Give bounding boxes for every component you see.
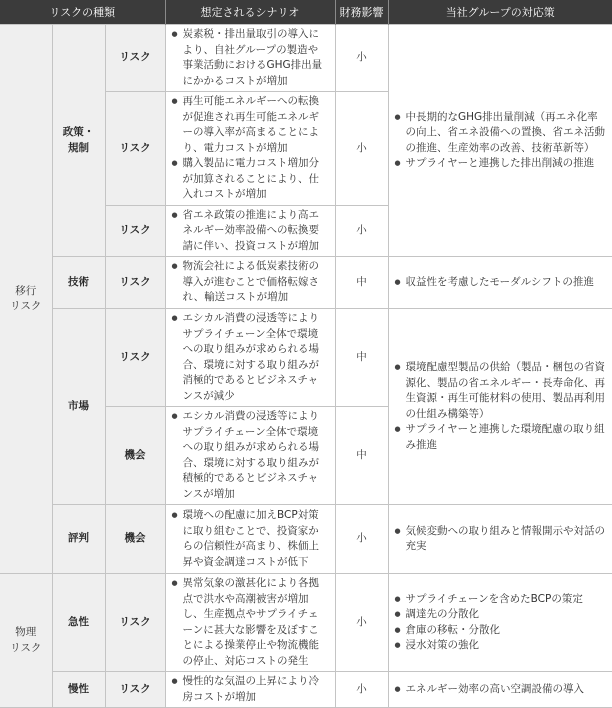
subcategory-acute: 急性: [52, 574, 105, 672]
scenario-item: ● 購入製品に電力コスト増加分が加算されることにより、仕入れコストが増加: [172, 156, 329, 203]
subcategory-policy: 政策・ 規制: [52, 25, 105, 257]
header-row: [0, 0, 612, 25]
measure-item: ● 気候変動への取り組みと情報開示や対話の充実: [395, 524, 607, 555]
risk-kind: リスク: [105, 309, 165, 407]
measure-item: ● 浸水対策の強化: [395, 638, 607, 654]
table-row: [0, 505, 612, 574]
scenario-item: ● 慢性的な気温の上昇により冷房コストが増加: [172, 674, 329, 705]
scenario-item: ● 物流会社による低炭素技術の導入が進むことで価格転嫁され、輸送コストが増加: [172, 259, 329, 306]
subcategory-chronic: 慢性: [52, 672, 105, 708]
impact-cell: 小: [335, 92, 388, 206]
scenario-cell: [165, 257, 335, 309]
table-row: [0, 672, 612, 708]
measure-item: ● サプライヤーと連携した排出削減の推進: [395, 156, 607, 172]
risk-kind: リスク: [105, 205, 165, 257]
scenario-item: ● エシカル消費の浸透等によりサプライチェーン全体で環境への取り組みが求められる場合、環境に対する取り組みが消極的であるとビジネスチャンスが減少: [172, 311, 329, 404]
impact-cell: 小: [335, 25, 388, 92]
scenario-item: ● エシカル消費の浸透等によりサプライチェーン全体で環境への取り組みが求められる場合、環境に対する取り組みが積極的であるとビジネスチャンスが増加: [172, 409, 329, 502]
measure-cell: [388, 505, 612, 574]
risk-kind: リスク: [105, 672, 165, 708]
scenario-item: ● 省エネ政策の推進により高エネルギー効率設備への転換要請に伴い、投資コストが増加: [172, 208, 329, 255]
subcategory-technology: 技術: [52, 257, 105, 309]
table-row: [0, 309, 612, 407]
impact-cell: 小: [335, 574, 388, 672]
scenario-item: ● 環境への配慮に加えBCP対策に取り組むことで、投資家からの信頼性が高まり、株価上昇や資金調達コストが低下: [172, 508, 329, 570]
subcategory-market: 市場: [52, 309, 105, 505]
risk-kind: 機会: [105, 407, 165, 505]
impact-cell: 小: [335, 505, 388, 574]
impact-cell: 中: [335, 407, 388, 505]
scenario-cell: [165, 205, 335, 257]
category-transition-risk: 移行 リスク: [0, 25, 52, 574]
table-row: [0, 25, 612, 92]
scenario-cell: [165, 505, 335, 574]
measure-cell: [388, 574, 612, 672]
scenario-cell: [165, 309, 335, 407]
measure-item: ● 収益性を考慮したモーダルシフトの推進: [395, 275, 607, 291]
measure-cell: [388, 672, 612, 708]
scenario-cell: [165, 672, 335, 708]
scenario-item: ● 炭素税・排出量取引の導入により、自社グループの製造や事業活動におけるGHG排出量にかかるコストが増加: [172, 27, 329, 89]
measure-cell: [388, 257, 612, 309]
measure-item: ● サプライヤーと連携した環境配慮の取り組み推進: [395, 422, 607, 453]
risk-kind: リスク: [105, 574, 165, 672]
scenario-cell: [165, 407, 335, 505]
scenario-cell: [165, 574, 335, 672]
measure-cell: [388, 309, 612, 505]
impact-cell: 小: [335, 672, 388, 708]
table-row: [0, 257, 612, 309]
scenario-cell: [165, 92, 335, 206]
scenario-cell: [165, 25, 335, 92]
measure-cell: [388, 25, 612, 257]
header-scenario: 想定されるシナリオ: [165, 0, 335, 25]
header-measure: 当社グループの対応策: [388, 0, 612, 25]
risk-kind: 機会: [105, 505, 165, 574]
risk-kind: リスク: [105, 257, 165, 309]
scenario-item: ● 再生可能エネルギーへの転換が促進され再生可能エネルギーの導入率が高まることにより、電力コストが増加: [172, 94, 329, 156]
subcategory-reputation: 評判: [52, 505, 105, 574]
measure-item: ● エネルギー効率の高い空調設備の導入: [395, 682, 607, 698]
measure-item: ● 倉庫の移転・分散化: [395, 623, 607, 639]
category-physical-risk: 物理 リスク: [0, 574, 52, 708]
impact-cell: 中: [335, 257, 388, 309]
header-impact: 財務影響: [335, 0, 388, 25]
header-risk-type: リスクの種類: [0, 0, 165, 25]
impact-cell: 小: [335, 205, 388, 257]
table-row: [0, 574, 612, 672]
measure-item: ● 環境配慮型製品の供給（製品・梱包の省資源化、製品の省エネルギー・長寿命化、再生資源・再生可能材料の使用、製品再利用の仕組み構築等）: [395, 360, 607, 422]
measure-item: ● サプライチェーンを含めたBCPの策定: [395, 592, 607, 608]
measure-item: ● 中長期的なGHG排出量削減（再エネ化率の向上、省エネ設備への置換、省エネ活動の推進、生産効率の改善、技術革新等）: [395, 110, 607, 157]
measure-item: ● 調達先の分散化: [395, 607, 607, 623]
scenario-item: ● 異常気象の激甚化により各拠点で洪水や高潮被害が増加し、生産拠点やサプライチェーンに甚大な影響を及ぼすことによる操業停止や物流機能の停止、対応コストの発生: [172, 576, 329, 669]
risk-kind: リスク: [105, 92, 165, 206]
impact-cell: 中: [335, 309, 388, 407]
risk-kind: リスク: [105, 25, 165, 92]
